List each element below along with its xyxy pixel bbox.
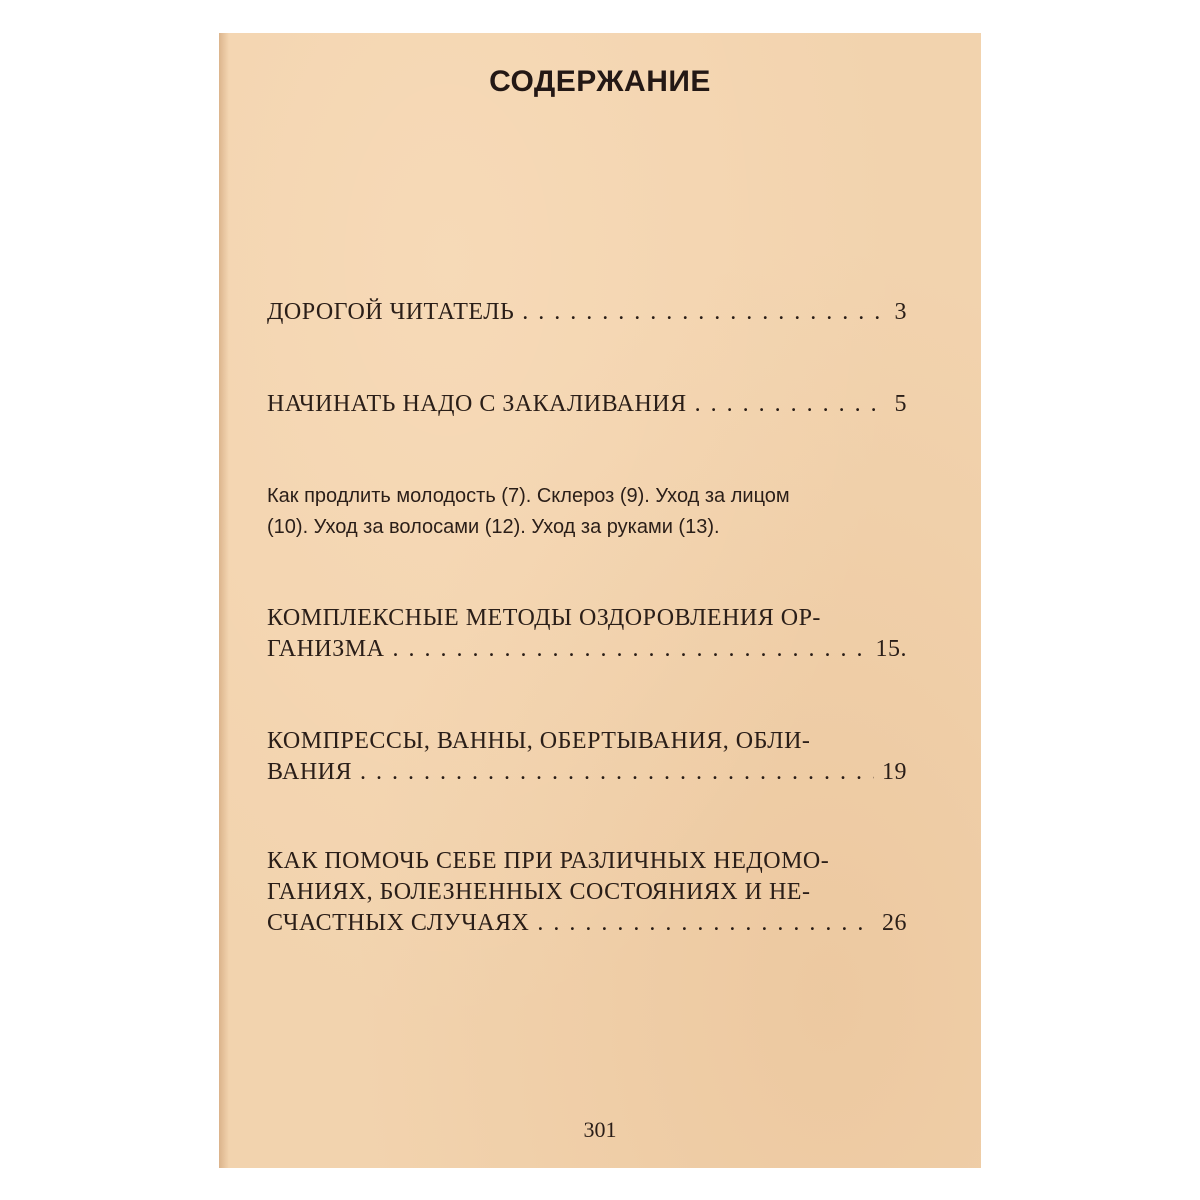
dot-leader <box>522 297 886 328</box>
toc-entry-title-line: ГАНИЯХ, БОЛЕЗНЕННЫХ СОСТОЯНИЯХ И НЕ- <box>267 879 811 905</box>
dot-leader <box>360 757 874 788</box>
toc-entry-self-help <box>267 846 907 939</box>
toc-entry-page: 19 <box>882 759 907 785</box>
toc-entry-line <box>267 757 907 788</box>
toc-entry-title-line: КАК ПОМОЧЬ СЕБЕ ПРИ РАЗЛИЧНЫХ НЕДОМО- <box>267 848 830 874</box>
toc-entry-title: ВАНИЯ <box>267 759 352 785</box>
toc-entry-line <box>267 297 907 328</box>
toc-entry-complex-methods <box>267 603 907 665</box>
page-binding-shadow <box>219 33 229 1168</box>
toc-entry-title: НАЧИНАТЬ НАДО С ЗАКАЛИВАНИЯ <box>267 391 687 417</box>
toc-subentry-line: (10). Уход за волосами (12). Уход за руками (13). <box>267 516 720 538</box>
toc-entry-dear-reader <box>267 297 907 328</box>
toc-entry-title: ДОРОГОЙ ЧИТАТЕЛЬ <box>267 299 515 325</box>
toc-entry-page: 26 <box>882 910 907 936</box>
toc-subentries <box>267 481 867 543</box>
toc-entry-title-line: КОМПЛЕКСНЫЕ МЕТОДЫ ОЗДОРОВЛЕНИЯ ОР- <box>267 605 821 631</box>
page-title: СОДЕРЖАНИЕ <box>489 65 711 98</box>
toc-entry-title-line: КОМПРЕССЫ, ВАННЫ, ОБЕРТЫВАНИЯ, ОБЛИ- <box>267 728 811 754</box>
toc-entry-line <box>267 908 907 939</box>
toc-entry-line <box>267 389 907 420</box>
toc-entry-page: 15. <box>875 636 907 662</box>
dot-leader <box>392 634 867 665</box>
dot-leader <box>537 908 874 939</box>
toc-entry-compresses <box>267 726 907 788</box>
toc-entry-page: 5 <box>894 391 907 417</box>
toc-entry-hardening <box>267 389 907 420</box>
toc-subentry-line: Как продлить молодость (7). Склероз (9). Уход за лицом <box>267 485 790 507</box>
toc-entry-title: СЧАСТНЫХ СЛУЧАЯХ <box>267 910 530 936</box>
page-number: 301 <box>583 1117 617 1142</box>
toc-entry-title: ГАНИЗМА <box>267 636 385 662</box>
toc-entry-page: 3 <box>894 299 907 325</box>
book-page <box>219 33 981 1168</box>
dot-leader <box>695 389 887 420</box>
toc-entry-line <box>267 634 907 665</box>
